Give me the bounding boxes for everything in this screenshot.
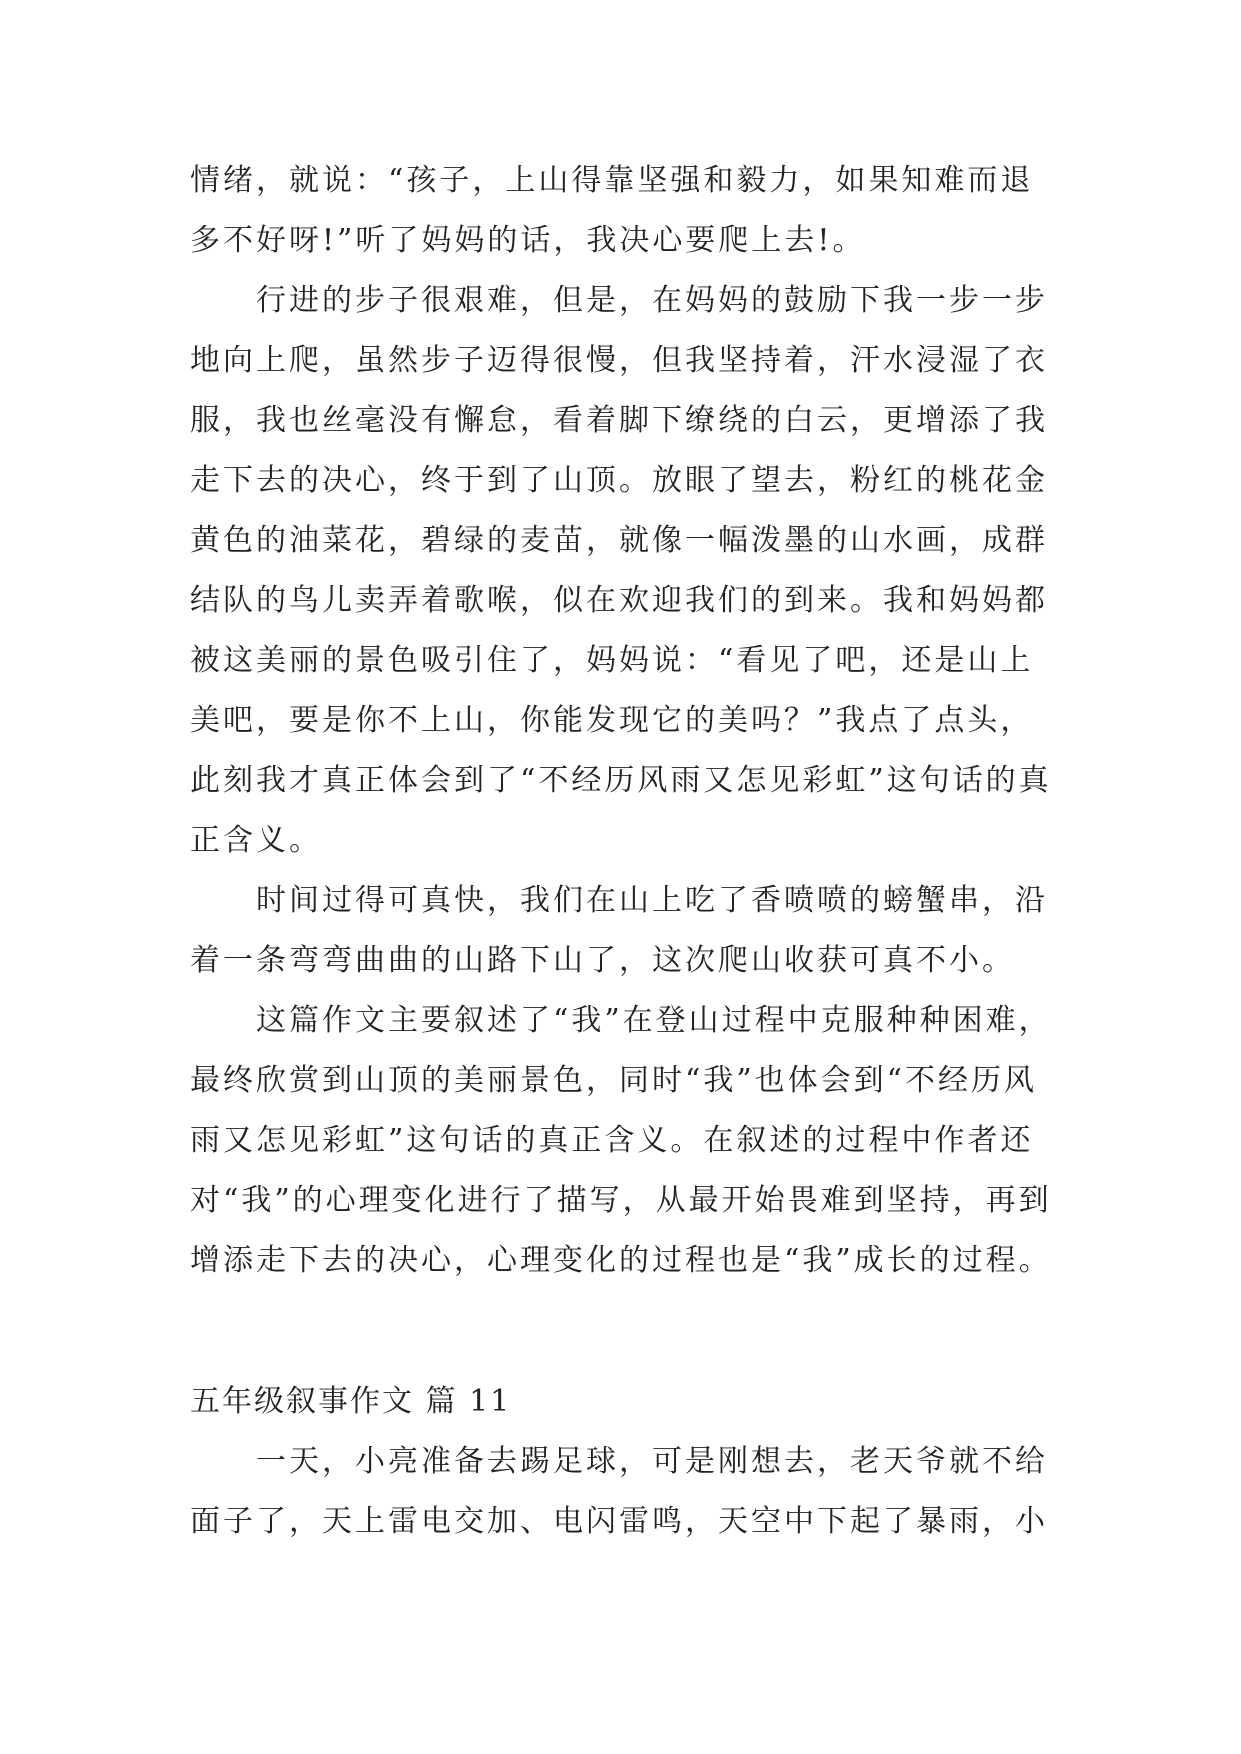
paragraph-commentary: 这篇作文主要叙述了“我”在登山过程中克服种种困难，最终欣赏到山顶的美丽景色，同时“我”也体会到“不经历风雨又怎见彩虹”这句话的真正含义。在叙述的过程中作者还对“我”的心理变化进行了描写，从最开始畏难到坚持，再到增添走下去的决心，心理变化的过程也是“我”成长的过程。 [190, 1003, 1052, 1278]
section-heading: 五年级叙事作文 篇 11 [190, 1384, 512, 1419]
essay-body [190, 151, 1060, 1291]
paragraph-continuation: 情绪，就说：“孩子，上山得靠坚强和毅力，如果知难而退多不好呀!”听了妈妈的话，我决心要爬上去!。 [190, 163, 1034, 258]
section-body [190, 1432, 1060, 1552]
paragraph: 时间过得可真快，我们在山上吃了香喷喷的螃蟹串，沿着一条弯弯曲曲的山路下山了，这次爬山收获可真不小。 [190, 883, 1048, 978]
paragraph: 一天，小亮准备去踢足球，可是刚想去，老天爷就不给面子了，天上雷电交加、电闪雷鸣，天空中下起了暴雨，小 [190, 1444, 1048, 1539]
paragraph: 行进的步子很艰难，但是，在妈妈的鼓励下我一步一步地向上爬，虽然步子迈得很慢，但我坚持着，汗水浸湿了衣服，我也丝毫没有懈怠，看着脚下缭绕的白云，更增添了我走下去的决心，终于到了山顶。放眼了望去，粉红的桃花金黄色的油菜花，碧绿的麦苗，就像一幅泼墨的山水画，成群结队的鸟儿卖弄着歌喉，似在欢迎我们的到来。我和妈妈都被这美丽的景色吸引住了，妈妈说：“看见了吧，还是山上美吧，要是你不上山，你能发现它的美吗？”我点了点头，此刻我才真正体会到了“不经历风雨又怎见彩虹”这句话的真正含义。 [190, 283, 1052, 858]
